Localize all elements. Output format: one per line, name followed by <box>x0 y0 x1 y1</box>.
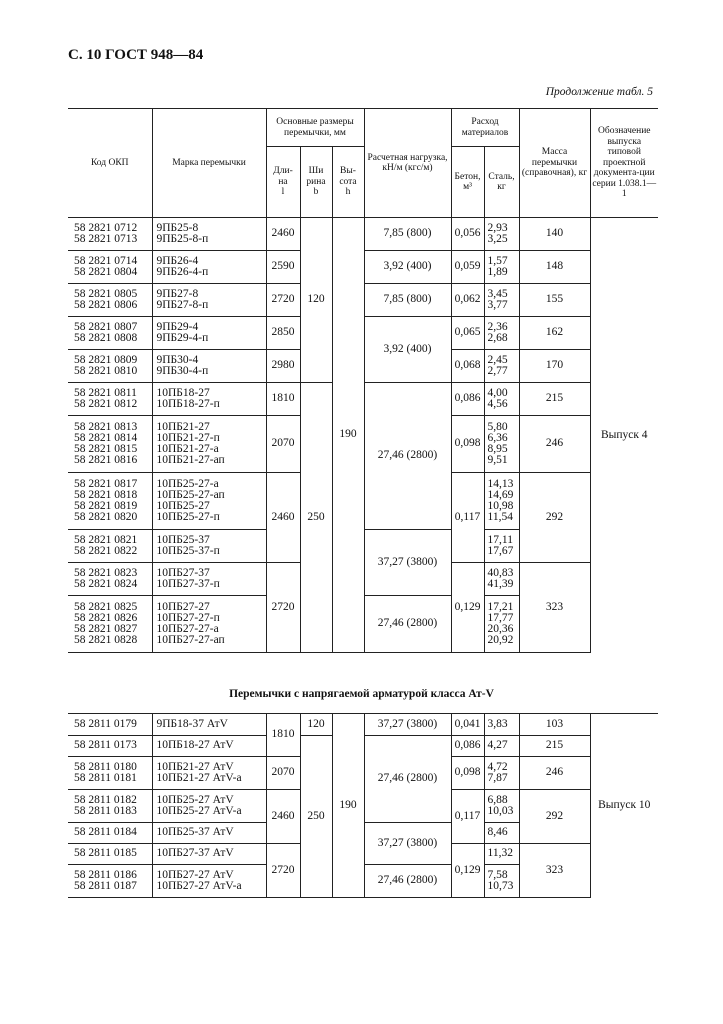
concrete-value: 0,129 <box>451 563 484 653</box>
steel-value: 17,21 17,77 20,36 20,92 <box>484 596 519 653</box>
mass-value: 215 <box>519 383 590 416</box>
table-continuation-label: Продолжение табл. 5 <box>545 86 653 98</box>
lintel-mark: 9ПБ25-8 9ПБ25-8-п <box>152 218 266 251</box>
mass-value: 323 <box>519 563 590 653</box>
mass-value: 246 <box>519 416 590 473</box>
lintel-mark: 10ПБ27-27 АтV 10ПБ27-27 АтV-а <box>152 865 266 898</box>
header-length: Дли- на l <box>266 147 300 218</box>
lintel-mark: 10ПБ25-27-а 10ПБ25-27-ап 10ПБ25-27 10ПБ25-27-п <box>152 473 266 530</box>
load-value: 37,27 (3800) <box>364 714 451 736</box>
header-steel: Сталь, кг <box>484 147 519 218</box>
length-value: 2720 <box>266 563 300 653</box>
lintel-mark: 9ПБ29-4 9ПБ29-4-п <box>152 317 266 350</box>
okp-code: 58 2821 0807 58 2821 0808 <box>68 317 152 350</box>
table-row <box>68 218 658 251</box>
header-dimensions: Основные размеры перемычки, мм <box>266 109 364 147</box>
okp-code: 58 2811 0173 <box>68 736 152 757</box>
series-value: Выпуск 10 <box>590 714 658 898</box>
okp-code: 58 2811 0185 <box>68 844 152 865</box>
steel-value: 17,11 17,67 <box>484 530 519 563</box>
concrete-value: 0,117 <box>451 473 484 563</box>
okp-code: 58 2821 0821 58 2821 0822 <box>68 530 152 563</box>
okp-code: 58 2811 0180 58 2811 0181 <box>68 757 152 790</box>
okp-code: 58 2821 0825 58 2821 0826 58 2821 0827 58 2821 0828 <box>68 596 152 653</box>
length-value: 2590 <box>266 251 300 284</box>
steel-value: 3,83 <box>484 714 519 736</box>
length-value: 2720 <box>266 284 300 317</box>
concrete-value: 0,062 <box>451 284 484 317</box>
lintel-mark: 10ПБ27-27 10ПБ27-27-п 10ПБ27-27-а 10ПБ27-27-ап <box>152 596 266 653</box>
mass-value: 323 <box>519 844 590 898</box>
header-height: Вы- сота h <box>332 147 364 218</box>
length-value: 2980 <box>266 350 300 383</box>
header-load: Расчетная нагрузка, кН/м (кгс/м) <box>364 109 451 218</box>
header-okp: Код ОКП <box>68 109 152 218</box>
mass-value: 103 <box>519 714 590 736</box>
concrete-value: 0,056 <box>451 218 484 251</box>
okp-code: 58 2811 0184 <box>68 823 152 844</box>
lintel-mark: 10ПБ27-37 АтV <box>152 844 266 865</box>
okp-code: 58 2821 0714 58 2821 0804 <box>68 251 152 284</box>
table-row <box>68 714 658 736</box>
header-mark: Марка перемычки <box>152 109 266 218</box>
length-value: 2460 <box>266 218 300 251</box>
mass-value: 215 <box>519 736 590 757</box>
lintels-table-main <box>68 108 658 653</box>
load-value: 7,85 (800) <box>364 218 451 251</box>
steel-value: 4,72 7,87 <box>484 757 519 790</box>
steel-value: 2,36 2,68 <box>484 317 519 350</box>
steel-value: 2,45 2,77 <box>484 350 519 383</box>
height-value: 190 <box>332 714 364 898</box>
length-value: 2460 <box>266 790 300 844</box>
concrete-value: 0,098 <box>451 416 484 473</box>
lintel-mark: 9ПБ30-4 9ПБ30-4-п <box>152 350 266 383</box>
steel-value: 11,32 <box>484 844 519 865</box>
load-value: 27,46 (2800) <box>364 865 451 898</box>
okp-code: 58 2821 0817 58 2821 0818 58 2821 0819 58 2821 0820 <box>68 473 152 530</box>
lintels-table-atv <box>68 713 658 898</box>
length-value: 2720 <box>266 844 300 898</box>
load-value: 27,46 (2800) <box>364 736 451 823</box>
okp-code: 58 2821 0823 58 2821 0824 <box>68 563 152 596</box>
header-width: Ши рина b <box>300 147 332 218</box>
mass-value: 155 <box>519 284 590 317</box>
concrete-value: 0,041 <box>451 714 484 736</box>
steel-value: 1,57 1,89 <box>484 251 519 284</box>
lintel-mark: 10ПБ25-27 АтV 10ПБ25-27 АтV-а <box>152 790 266 823</box>
mass-value: 246 <box>519 757 590 790</box>
concrete-value: 0,117 <box>451 790 484 844</box>
length-value: 1810 <box>266 714 300 757</box>
steel-value: 6,88 10,03 <box>484 790 519 823</box>
load-value: 27,46 (2800) <box>364 383 451 530</box>
length-value: 2070 <box>266 757 300 790</box>
okp-code: 58 2811 0179 <box>68 714 152 736</box>
steel-value: 5,80 6,36 8,95 9,51 <box>484 416 519 473</box>
length-value: 2460 <box>266 473 300 563</box>
mass-value: 292 <box>519 790 590 844</box>
height-value: 190 <box>332 218 364 653</box>
width-value: 250 <box>300 383 332 653</box>
load-value: 37,27 (3800) <box>364 823 451 865</box>
okp-code: 58 2811 0182 58 2811 0183 <box>68 790 152 823</box>
concrete-value: 0,086 <box>451 383 484 416</box>
width-value: 120 <box>300 714 332 736</box>
width-value: 250 <box>300 736 332 898</box>
concrete-value: 0,059 <box>451 251 484 284</box>
steel-value: 2,93 3,25 <box>484 218 519 251</box>
width-value: 120 <box>300 218 332 383</box>
header-consumption: Расход материалов <box>451 109 519 147</box>
okp-code: 58 2821 0811 58 2821 0812 <box>68 383 152 416</box>
mass-value: 162 <box>519 317 590 350</box>
lintel-mark: 10ПБ18-27 АтV <box>152 736 266 757</box>
lintel-mark: 10ПБ21-27 10ПБ21-27-п 10ПБ21-27-а 10ПБ21-27-ап <box>152 416 266 473</box>
mass-value: 140 <box>519 218 590 251</box>
section-subtitle: Перемычки с напрягаемой арматурой класса Ат-V <box>229 688 494 700</box>
length-value: 1810 <box>266 383 300 416</box>
steel-value: 14,13 14,69 10,98 11,54 <box>484 473 519 530</box>
lintel-mark: 10ПБ18-27 10ПБ18-27-п <box>152 383 266 416</box>
concrete-value: 0,068 <box>451 350 484 383</box>
load-value: 27,46 (2800) <box>364 596 451 653</box>
load-value: 3,92 (400) <box>364 251 451 284</box>
load-value: 37,27 (3800) <box>364 530 451 596</box>
steel-value: 7,58 10,73 <box>484 865 519 898</box>
lintel-mark: 10ПБ25-37 АтV <box>152 823 266 844</box>
concrete-value: 0,098 <box>451 757 484 790</box>
header-series: Обозначение выпуска типовой проектной документа-ции серии 1.038.1—1 <box>590 109 658 218</box>
lintel-mark: 9ПБ18-37 АтV <box>152 714 266 736</box>
okp-code: 58 2821 0809 58 2821 0810 <box>68 350 152 383</box>
okp-code: 58 2821 0813 58 2821 0814 58 2821 0815 58 2821 0816 <box>68 416 152 473</box>
header-mass: Масса перемычки (справочная), кг <box>519 109 590 218</box>
concrete-value: 0,129 <box>451 844 484 898</box>
steel-value: 4,27 <box>484 736 519 757</box>
lintel-mark: 9ПБ27-8 9ПБ27-8-п <box>152 284 266 317</box>
okp-code: 58 2811 0186 58 2811 0187 <box>68 865 152 898</box>
header-concrete: Бетон, м³ <box>451 147 484 218</box>
okp-code: 58 2821 0805 58 2821 0806 <box>68 284 152 317</box>
page-header: С. 10 ГОСТ 948—84 <box>68 47 204 63</box>
steel-value: 3,45 3,77 <box>484 284 519 317</box>
steel-value: 8,46 <box>484 823 519 844</box>
lintel-mark: 10ПБ25-37 10ПБ25-37-п <box>152 530 266 563</box>
length-value: 2070 <box>266 416 300 473</box>
mass-value: 170 <box>519 350 590 383</box>
steel-value: 40,83 41,39 <box>484 563 519 596</box>
steel-value: 4,00 4,56 <box>484 383 519 416</box>
load-value: 7,85 (800) <box>364 284 451 317</box>
concrete-value: 0,065 <box>451 317 484 350</box>
lintel-mark: 10ПБ27-37 10ПБ27-37-п <box>152 563 266 596</box>
lintel-mark: 9ПБ26-4 9ПБ26-4-п <box>152 251 266 284</box>
okp-code: 58 2821 0712 58 2821 0713 <box>68 218 152 251</box>
series-value: Выпуск 4 <box>590 218 658 653</box>
concrete-value: 0,086 <box>451 736 484 757</box>
load-value: 3,92 (400) <box>364 317 451 383</box>
lintel-mark: 10ПБ21-27 АтV 10ПБ21-27 АтV-а <box>152 757 266 790</box>
length-value: 2850 <box>266 317 300 350</box>
mass-value: 292 <box>519 473 590 563</box>
mass-value: 148 <box>519 251 590 284</box>
